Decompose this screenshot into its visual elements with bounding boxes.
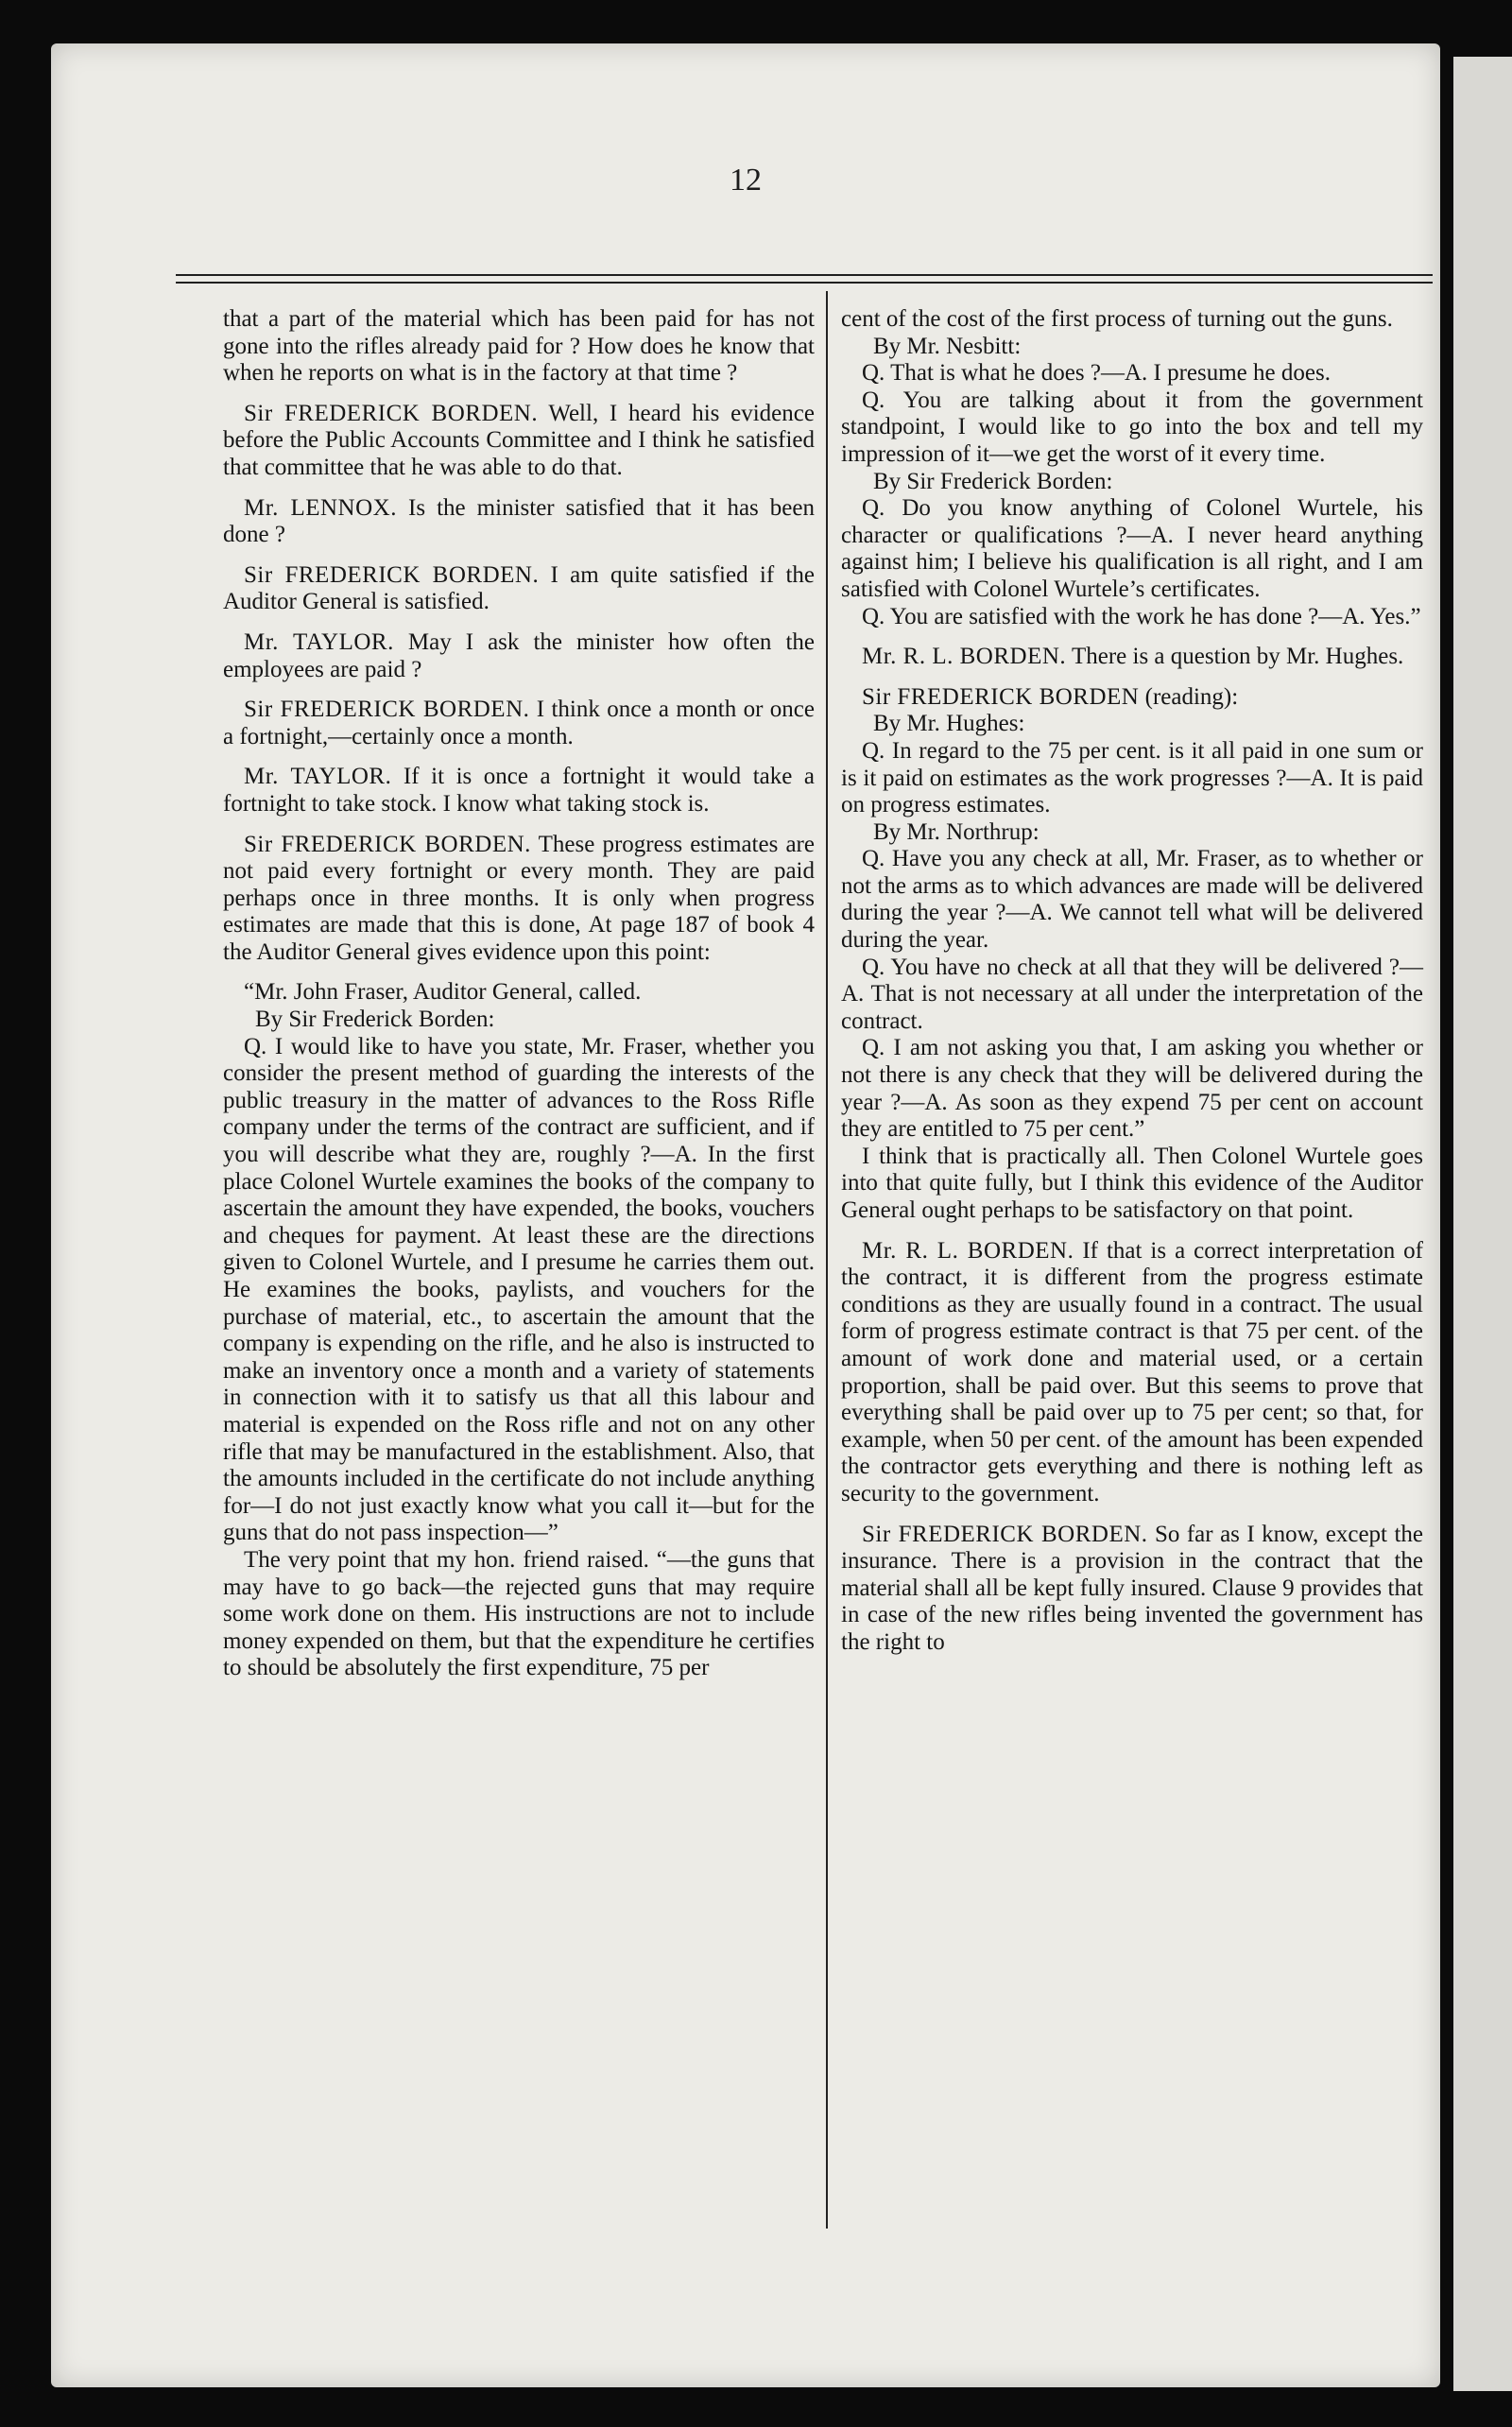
paragraph-text: Q. You have no check at all that they will be delivered ?—A. That is not necessary at all under the interpretation of the contract. — [841, 954, 1423, 1034]
paragraph-text: Is the minister satisfied that it has been done ? — [223, 494, 815, 548]
paragraph-text: I think once a month or once a fortnight,—certainly once a month. — [223, 697, 815, 749]
paragraph — [223, 562, 815, 616]
paragraph — [841, 1238, 1423, 1508]
paragraph — [841, 1035, 1423, 1143]
paragraph — [223, 832, 815, 967]
paragraph-text: By Mr. Northrup: — [873, 818, 1040, 845]
paragraph-text: that a part of the material which has been paid for has not gone into the rifles already paid for ? How does he know that when he reports on what is in the factory at that time ? — [223, 306, 815, 387]
section-heading — [841, 469, 1423, 496]
section-heading — [841, 334, 1423, 361]
paragraph — [223, 401, 815, 482]
paragraph — [841, 495, 1423, 603]
paragraph-text: So far as I know, except the insurance. There is a provision in the contract that the material shall all be kept fully insured. Clause 9 provides that in case of the new rifles being invented the government has the right to — [841, 1521, 1423, 1655]
paragraph — [223, 629, 815, 683]
next-page-edge — [1453, 57, 1512, 2391]
section-heading — [841, 819, 1423, 847]
paragraph — [223, 979, 815, 1007]
paragraph-text: Q. Do you know anything of Colonel Wurtele, his character or qualifications ?—A. I never heard anything against him; I believe his qualification is all right, and I am satisfied with Colonel Wurtele’s certificates. — [841, 495, 1423, 602]
speaker-name: Sir FREDERICK BORDEN. — [244, 400, 539, 426]
paragraph — [841, 684, 1423, 712]
section-heading — [223, 1007, 815, 1034]
paragraph-text: “Mr. John Fraser, Auditor General, called. — [244, 979, 642, 1006]
paragraph-text: By Sir Frederick Borden: — [255, 1007, 495, 1033]
paragraph-text: Q. In regard to the 75 per cent. is it all paid in one sum or is it paid on estimates as the work progresses ?—A. It is paid on progress estimates. — [841, 737, 1423, 818]
paragraph — [223, 306, 815, 387]
paragraph-text: Q. You are satisfied with the work he has done ?—A. Yes.” — [862, 603, 1421, 629]
column-divider — [826, 291, 828, 2229]
paragraph-text: May I ask the minister how often the employees are paid ? — [223, 628, 815, 682]
paragraph — [223, 1547, 815, 1682]
header-rule-top — [176, 274, 1433, 276]
paragraph — [841, 955, 1423, 1036]
right-column — [841, 306, 1423, 1657]
speaker-name: Mr. LENNOX. — [244, 494, 397, 521]
paragraph-text: I think that is practically all. Then Colonel Wurtele goes into that quite fully, but I think this evidence of the Auditor General ought perhaps to be satisfactory on that point. — [841, 1143, 1423, 1223]
paragraph-text: If that is a correct interpretation of the contract, it is different from the progress estimate conditions as they are usually found in a contract. The usual form of progress estimate contract is that 75 per cent. of the amount of work done and material used, or a certain proportion, shall be paid over. But this seems to prove that everything shall be paid over up to 75 per cent; so that, for example, when 50 per cent. of the amount has been expended the contractor gets everything and there is nothing left as security to the government. — [841, 1237, 1423, 1506]
paragraph-text: Q. I would like to have you state, Mr. Fraser, whether you consider the present method of guarding the interests of the public treasury in the matter of advances to the Ross Rifle company under the terms of the contract are sufficient, and if you will describe what they are, roughly ?—A. In the first place Colonel Wurtele examines the books of the company to ascertain the amount they have expended, the books, vouchers and cheques for payment. At least these are the directions given to Colonel Wurtele, and I presume he carries them out. He examines the books, paylists, and vouchers for the purchase of material, etc., to ascertain the amount that the company is expending on the rifle, and he also is instructed to make an inventory once a month and a variety of statements in connection with it to satisfy us that all this labour and material is expended on the Ross rifle and not on any other rifle that may be manufactured in the establishment. Also, that the amounts included in the certificate do not include anything for—I do not just exactly know what you call it—but for the guns that do not pass inspection—” — [223, 1033, 815, 1546]
paragraph — [841, 1144, 1423, 1225]
speaker-name: Mr. R. L. BORDEN. — [862, 1237, 1074, 1264]
paragraph — [841, 306, 1423, 334]
paragraph-text: The very point that my hon. friend raised. “—the guns that may have to go back—the rejected guns that may require some work done on them. His instructions are not to include money expended on them, but that the expenditure he certifies to should be absolutely the first expenditure, 75 per — [223, 1546, 815, 1681]
paragraph — [841, 846, 1423, 954]
paragraph-text: By Sir Frederick Borden: — [873, 468, 1113, 494]
paragraph-text: Q. I am not asking you that, I am asking you whether or not there is any check that they will be delivered during the year ?—A. As soon as they expend 75 per cent on account they are entitled to 75 per cent.” — [841, 1035, 1423, 1143]
speaker-name: Mr. TAYLOR. — [244, 764, 392, 790]
page-number: 12 — [730, 163, 762, 198]
left-column — [223, 306, 815, 1682]
paragraph-text: Q. Have you any check at all, Mr. Fraser, as to whether or not the arms as to which advances are made will be delivered during the year ?—A. We cannot tell what will be delivered during the year. — [841, 846, 1423, 954]
paragraph — [841, 387, 1423, 469]
speaker-name: Sir FREDERICK BORDEN. — [244, 561, 540, 588]
paragraph — [841, 604, 1423, 631]
paragraph-text: These progress estimates are not paid every fortnight or every month. They are paid perhaps once in three months. It is only when progress estimates are made that this is done, At page 187 of book 4 the Auditor General gives evidence upon this point: — [223, 831, 815, 965]
paragraph-text: Q. You are talking about it from the government standpoint, I would like to go into the box and tell my impression of it—we get the worst of it every time. — [841, 387, 1423, 467]
header-rule-bottom — [176, 282, 1433, 284]
paragraph — [841, 738, 1423, 819]
paragraph — [223, 1034, 815, 1547]
speaker-name: Mr. R. L. BORDEN. — [862, 644, 1067, 670]
paragraph-text: I am quite satisfied if the Auditor General is satisfied. — [223, 561, 816, 615]
speaker-name: Sir FREDERICK BORDEN. — [862, 1521, 1148, 1547]
speaker-name: Mr. TAYLOR. — [244, 628, 394, 655]
paragraph-text: By Mr. Nesbitt: — [873, 333, 1022, 359]
section-heading — [841, 711, 1423, 738]
document-page — [51, 43, 1440, 2387]
paragraph-text: (reading): — [1144, 683, 1239, 710]
paragraph-text: There is a question by Mr. Hughes. — [1071, 644, 1404, 670]
paragraph-text: cent of the cost of the first process of turning out the guns. — [841, 306, 1393, 332]
paragraph — [223, 764, 815, 818]
speaker-name: Sir FREDERICK BORDEN. — [244, 697, 530, 723]
paragraph — [841, 644, 1423, 671]
paragraph-text: Well, I heard his evidence before the Public Accounts Committee and I think he satisfied that committee that he was able to do that. — [223, 400, 815, 480]
paragraph — [841, 1522, 1423, 1657]
speaker-name: Sir FREDERICK BORDEN — [862, 683, 1140, 710]
paragraph-text: Q. That is what he does ?—A. I presume he does. — [862, 360, 1331, 387]
paragraph-text: If it is once a fortnight it would take a fortnight to take stock. I know what taking stock is. — [223, 764, 816, 817]
paragraph — [841, 360, 1423, 387]
paragraph-text: By Mr. Hughes: — [873, 711, 1025, 737]
speaker-name: Sir FREDERICK BORDEN. — [244, 831, 531, 857]
paragraph — [223, 697, 815, 750]
paragraph — [223, 495, 815, 549]
